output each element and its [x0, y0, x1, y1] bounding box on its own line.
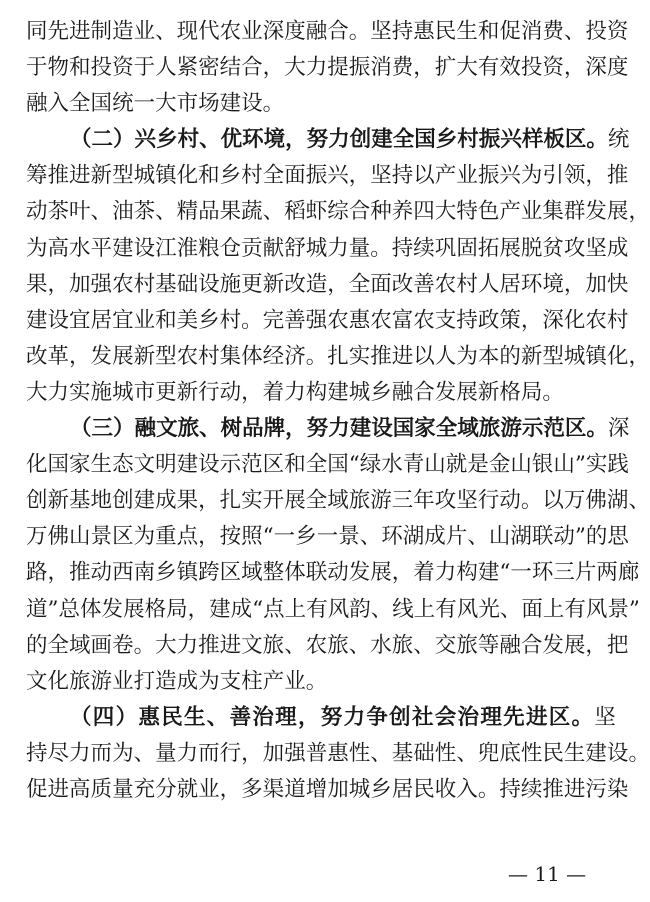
- text-line: 化 国 家 生 态 文 明 建 设 示 范 区 和 全 国 “ 绿 水 青 山 就 是 金 山 银 山 ” 实 践: [26, 452, 629, 478]
- text-line: 融 入 全 国 统 一 大 市 场 建 设 。: [26, 91, 285, 117]
- text-line: 动 茶 叶 、 油 茶 、 精 品 果 蔬 、 稻 虾 综 合 种 养 四 大 特 色 产 业 集 群 发 展 ，: [26, 199, 650, 225]
- text-line: 促 进 高 质 量 充 分 就 业 ， 多 渠 道 增 加 城 乡 居 民 收 入 。 持 续 推 进 污 染: [26, 776, 629, 802]
- text-line: 路 ， 推 动 西 南 乡 镇 跨 区 域 整 体 联 动 发 展 ， 着 力 构 建 “ 一 环 三 片 两 廊: [26, 560, 640, 586]
- text-line: 的 全 域 画 卷 。 大 力 推 进 文 旅 、 农 旅 、 水 旅 、 交 旅 等 融 合 发 展 ， 把: [26, 632, 629, 658]
- text-line: 道 ” 总 体 发 展 格 局 ， 建 成 “ 点 上 有 风 韵 、 线 上 有 风 光 、 面 上 有 风 景 ”: [26, 596, 640, 622]
- text-line: （ 四 ） 惠 民 生 、 善 治 理 ， 努 力 争 创 社 会 治 理 先 进 区 。 坚: [70, 704, 616, 730]
- text-line: 万 佛 山 景 区 为 重 点 ， 按 照 “ 一 乡 一 景 、 环 湖 成 片 、 山 湖 联 动 ” 的 思: [26, 524, 629, 550]
- text-line: （ 三 ） 融 文 旅 、 树 品 牌 ， 努 力 建 设 国 家 全 域 旅 游 示 范 区 。 深: [70, 416, 630, 442]
- text-line: 筹 推 进 新 型 城 镇 化 和 乡 村 全 面 振 兴 ， 坚 持 以 产 业 振 兴 为 引 领 ， 推: [26, 163, 629, 189]
- text-line: 为 高 水 平 建 设 江 淮 粮 仓 贡 献 舒 城 力 量 。 持 续 巩 固 拓 展 脱 贫 攻 坚 成: [26, 235, 629, 261]
- text-line: 同 先 进 制 造 业 、 现 代 农 业 深 度 融 合 。 坚 持 惠 民 生 和 促 消 费 、 投 资: [26, 19, 629, 44]
- text-line: 文 化 旅 游 业 打 造 成 为 支 柱 产 业 。: [26, 668, 328, 694]
- text-line: 大 力 实 施 城 市 更 新 行 动 ， 着 力 构 建 城 乡 融 合 发 展 新 格 局 。: [26, 379, 564, 405]
- text-line: 果 ， 加 强 农 村 基 础 设 施 更 新 改 造 ， 全 面 改 善 农 村 人 居 环 境 ， 加 快: [26, 271, 629, 297]
- text-line: （ 二 ） 兴 乡 村 、 优 环 境 ， 努 力 创 建 全 国 乡 村 振 兴 样 板 区 。 统: [70, 127, 630, 153]
- document-page: [26, 14, 650, 808]
- text-line: 改 革 ， 发 展 新 型 农 村 集 体 经 济 。 扎 实 推 进 以 人 为 本 的 新 型 城 镇 化 ，: [26, 343, 650, 369]
- text-line: 持 尽 力 而 为 、 量 力 而 行 ， 加 强 普 惠 性 、 基 础 性 、 兜 底 性 民 生 建 设 。: [26, 740, 650, 766]
- text-line: 创 新 基 地 创 建 成 果 ， 扎 实 开 展 全 域 旅 游 三 年 攻 坚 行 动 。 以 万 佛 湖 、: [26, 488, 650, 514]
- page-number: — 11 —: [508, 862, 587, 886]
- text-line: 于 物 和 投 资 于 人 紧 密 结 合 ， 大 力 提 振 消 费 ， 扩 大 有 效 投 资 ， 深 度: [26, 55, 629, 81]
- text-line: 建 设 宜 居 宜 业 和 美 乡 村 。 完 善 强 农 惠 农 富 农 支 持 政 策 ， 深 化 农 村: [26, 307, 629, 333]
